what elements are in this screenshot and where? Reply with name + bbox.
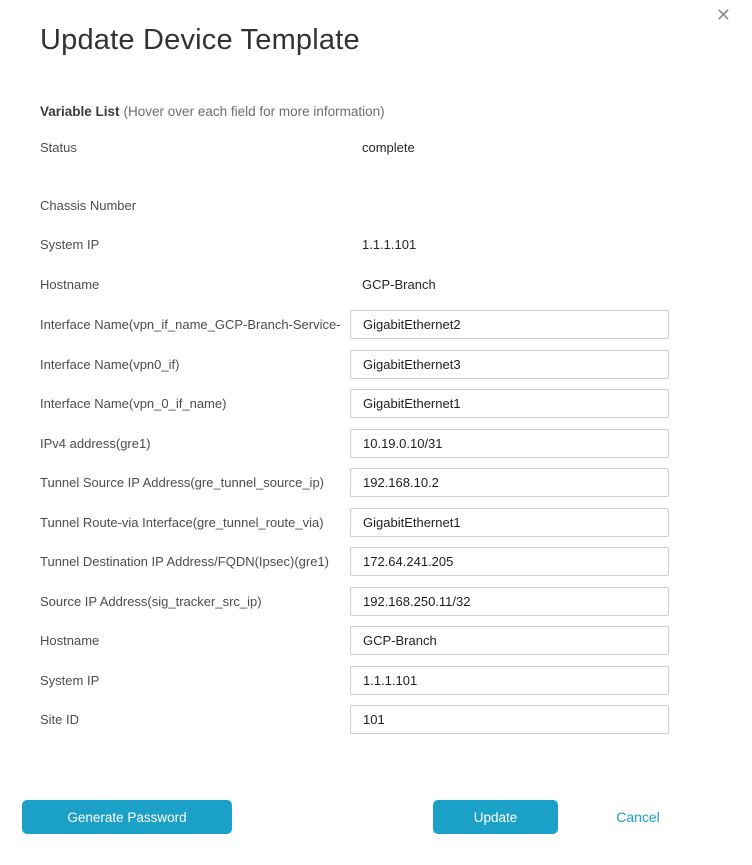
row-tunnel-route-via xyxy=(40,508,712,537)
field-label: Hostname xyxy=(40,633,100,648)
system-ip-input[interactable] xyxy=(350,666,669,695)
ipv4-address-gre1-input[interactable] xyxy=(350,429,669,458)
field-value: 1.1.1.101 xyxy=(362,236,417,252)
row-chassis-number xyxy=(40,197,712,213)
generate-password-button[interactable]: Generate Password xyxy=(22,800,232,834)
variable-rows xyxy=(40,139,712,734)
field-value: complete xyxy=(362,139,415,155)
source-ip-tracker-input[interactable] xyxy=(350,587,669,616)
tunnel-destination-ip-input[interactable] xyxy=(350,547,669,576)
variable-list-heading: Variable List xyxy=(40,104,120,119)
row-hostname-input xyxy=(40,626,712,655)
row-hostname-readonly xyxy=(40,276,712,292)
field-label: Chassis Number xyxy=(40,197,137,213)
row-system-ip-input xyxy=(40,666,712,695)
field-label: Interface Name(vpn_0_if_name) xyxy=(40,396,227,411)
row-status xyxy=(40,139,712,155)
tunnel-route-via-input[interactable] xyxy=(350,508,669,537)
row-interface-name-service xyxy=(40,310,712,339)
field-label: System IP xyxy=(40,236,100,252)
field-label: Interface Name(vpn0_if) xyxy=(40,356,180,372)
close-icon[interactable]: ✕ xyxy=(715,5,731,25)
row-system-ip-readonly xyxy=(40,236,712,252)
row-tunnel-source-ip xyxy=(40,468,712,497)
row-ipv4-address-gre1 xyxy=(40,429,712,458)
row-tunnel-destination-ip xyxy=(40,547,712,576)
update-button[interactable]: Update xyxy=(433,800,558,834)
hostname-input[interactable] xyxy=(350,626,669,655)
tunnel-source-ip-input[interactable] xyxy=(350,468,669,497)
field-label: IPv4 address(gre1) xyxy=(40,435,151,451)
row-interface-name-vpn0-if xyxy=(40,350,712,379)
field-label: System IP xyxy=(40,672,100,688)
variable-list-header xyxy=(40,103,712,121)
field-label: Tunnel Destination IP Address/FQDN(Ipsec)(gre1) xyxy=(40,554,330,569)
row-interface-name-vpn-0-if-name xyxy=(40,389,712,418)
page-title: Update Device Template xyxy=(40,24,360,56)
site-id-input[interactable] xyxy=(350,705,669,734)
variable-list-hint: (Hover over each field for more information) xyxy=(123,104,385,119)
field-label: Tunnel Route-via Interface(gre_tunnel_route_via) xyxy=(40,514,324,530)
row-site-id-input xyxy=(40,705,712,734)
cancel-button[interactable]: Cancel xyxy=(616,809,660,825)
field-label: Interface Name(vpn_if_name_GCP-Branch-Service- xyxy=(40,317,341,332)
field-label: Site ID xyxy=(40,712,80,727)
row-source-ip-tracker xyxy=(40,587,712,616)
dialog-footer xyxy=(0,800,752,834)
interface-name-service-input[interactable] xyxy=(350,310,669,339)
field-label: Hostname xyxy=(40,276,100,292)
field-label: Tunnel Source IP Address(gre_tunnel_source_ip) xyxy=(40,475,325,490)
interface-name-vpn0-if-input[interactable] xyxy=(350,350,669,379)
field-label: Source IP Address(sig_tracker_src_ip) xyxy=(40,593,262,609)
field-label: Status xyxy=(40,139,77,155)
interface-name-vpn-0-if-name-input[interactable] xyxy=(350,389,669,418)
field-value: GCP-Branch xyxy=(362,276,436,292)
